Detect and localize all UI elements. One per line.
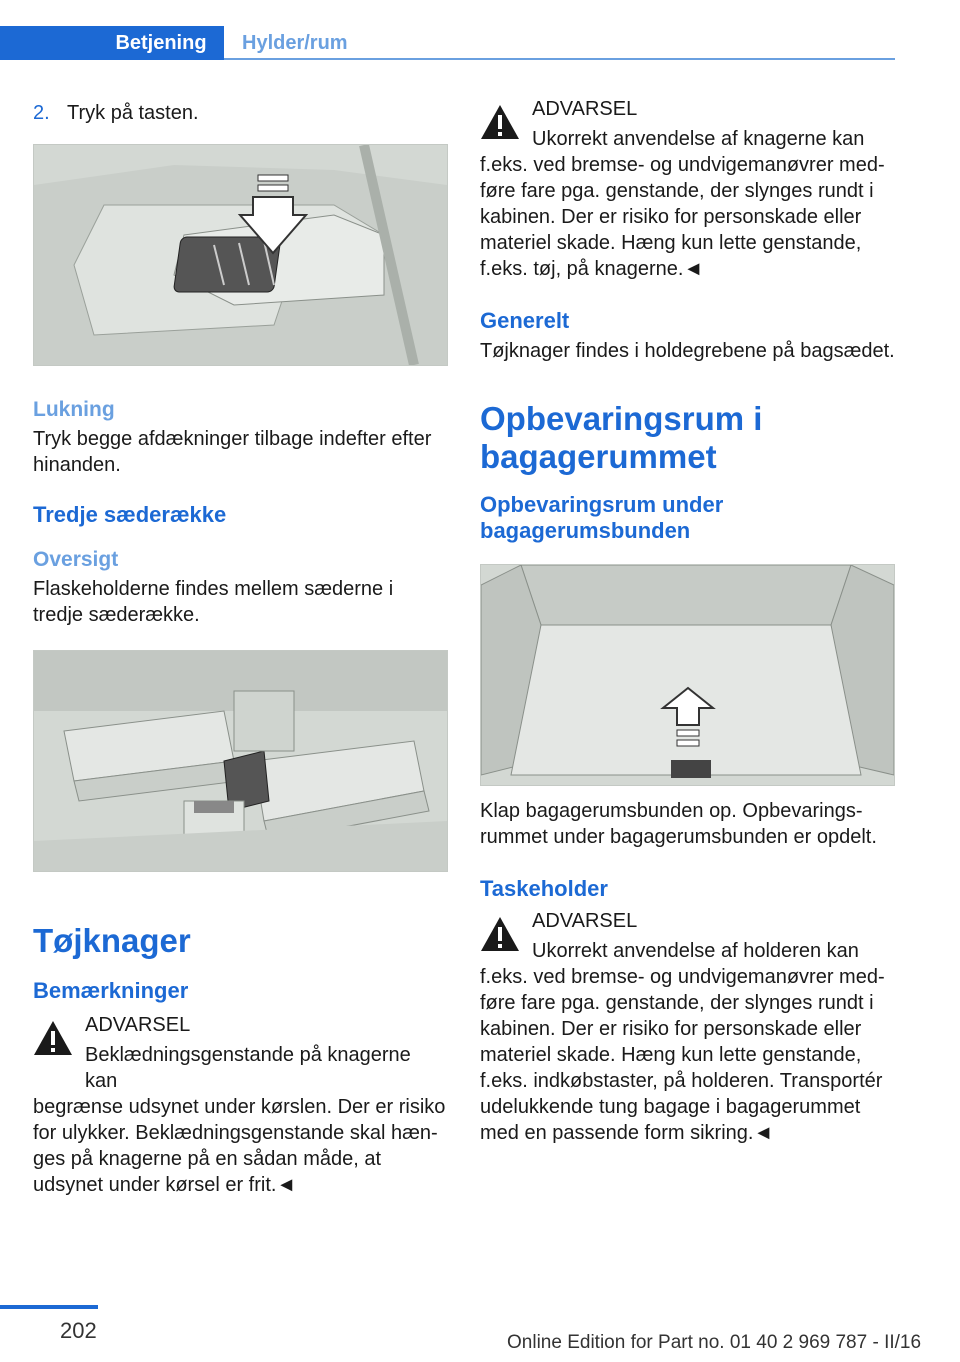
tab-betjening[interactable]: Betjening [98, 26, 224, 60]
warning-first-line: Beklædningsgenstande på knagerne kan [85, 1044, 411, 1092]
step-2 [33, 100, 448, 126]
warning-icon [480, 916, 520, 952]
warning-block-right-1 [480, 96, 895, 152]
oversigt-heading: Oversigt [33, 548, 119, 571]
warning-text-left: begrænse udsynet under kørslen. Der er risiko for ulykker. Beklædningsgenstande skal hænges på knagerne på en sådan måde, at udsynet under kørsel er frit.◄ [33, 1096, 446, 1196]
warning-first-line: Ukorrekt anvendelse af holderen kan [532, 940, 859, 962]
warning-title: ADVARSEL [532, 910, 638, 932]
right-column [480, 100, 895, 1146]
step-text: Tryk på tasten. [67, 102, 199, 124]
edition-text: Online Edition for Part no. 01 40 2 969 787 - II/16 [507, 1332, 922, 1353]
oversigt-paragraph: Flaskeholderne findes mellem sæderne i tredje sæderække. [33, 578, 394, 626]
trunk-floor-figure [480, 564, 895, 786]
warning-text-right-1: f.eks. ved bremse- og undvigemanøvrer medføre fare pga. genstande, der slynges rundt i kabinen. Der er risiko for personskade eller materiel skade. Hæng kun lette genstande, f.eks. tøj, på knagerne.◄ [480, 154, 885, 280]
opbevaringsrum-heading: Opbevaringsrum i bagagerummet [480, 400, 763, 475]
left-column [33, 100, 448, 1198]
warning-block-right-2 [480, 908, 895, 964]
warning-first-line: Ukorrekt anvendelse af knagerne kan [532, 128, 865, 150]
step-number: 2. [33, 102, 50, 124]
klap-paragraph: Klap bagagerumsbunden op. Opbevaringsrummet under bagagerumsbunden er opdelt. [480, 800, 877, 848]
lukning-heading: Lukning [33, 398, 115, 421]
warning-block-left [33, 1012, 448, 1094]
header-rule [224, 58, 895, 60]
header-tabbar [0, 26, 895, 62]
warning-title: ADVARSEL [85, 1014, 191, 1036]
tredje-saederaekke-heading: Tredje sæderække [33, 502, 227, 527]
lukning-paragraph: Tryk begge afdækninger tilbage indefter efter hinanden. [33, 428, 432, 476]
bemaerkninger-heading: Bemærkninger [33, 978, 189, 1003]
page-number: 202 [60, 1318, 97, 1343]
warning-text-right-2: f.eks. ved bremse- og undvigemanøvrer medføre fare pga. genstande, der slynges rundt i kabinen. Der er risiko for personskade eller materiel skade. Hæng kun lette genstande, f.eks. indkøbstaster, på holderen. Transportér udelukkende tung bagage i bagagerummet med en passende form sikring.◄ [480, 966, 885, 1144]
opbevaringsrum-sub-heading: Opbevaringsrum under bagagerumsbunden [480, 492, 724, 543]
header-accent [0, 26, 98, 60]
third-row-cupholder-figure [33, 650, 448, 872]
footer-accent [0, 1305, 98, 1309]
armrest-button-figure [33, 144, 448, 366]
warning-icon [480, 104, 520, 140]
taskeholder-heading: Taskeholder [480, 876, 608, 901]
generelt-paragraph: Tøjknager findes i holdegrebene på bagsædet. [480, 340, 895, 362]
tojknager-heading: Tøjknager [33, 922, 191, 959]
generelt-heading: Generelt [480, 308, 570, 333]
warning-title: ADVARSEL [532, 98, 638, 120]
tab-hylder-rum[interactable]: Hylder/rum [242, 31, 348, 54]
warning-icon [33, 1020, 73, 1056]
